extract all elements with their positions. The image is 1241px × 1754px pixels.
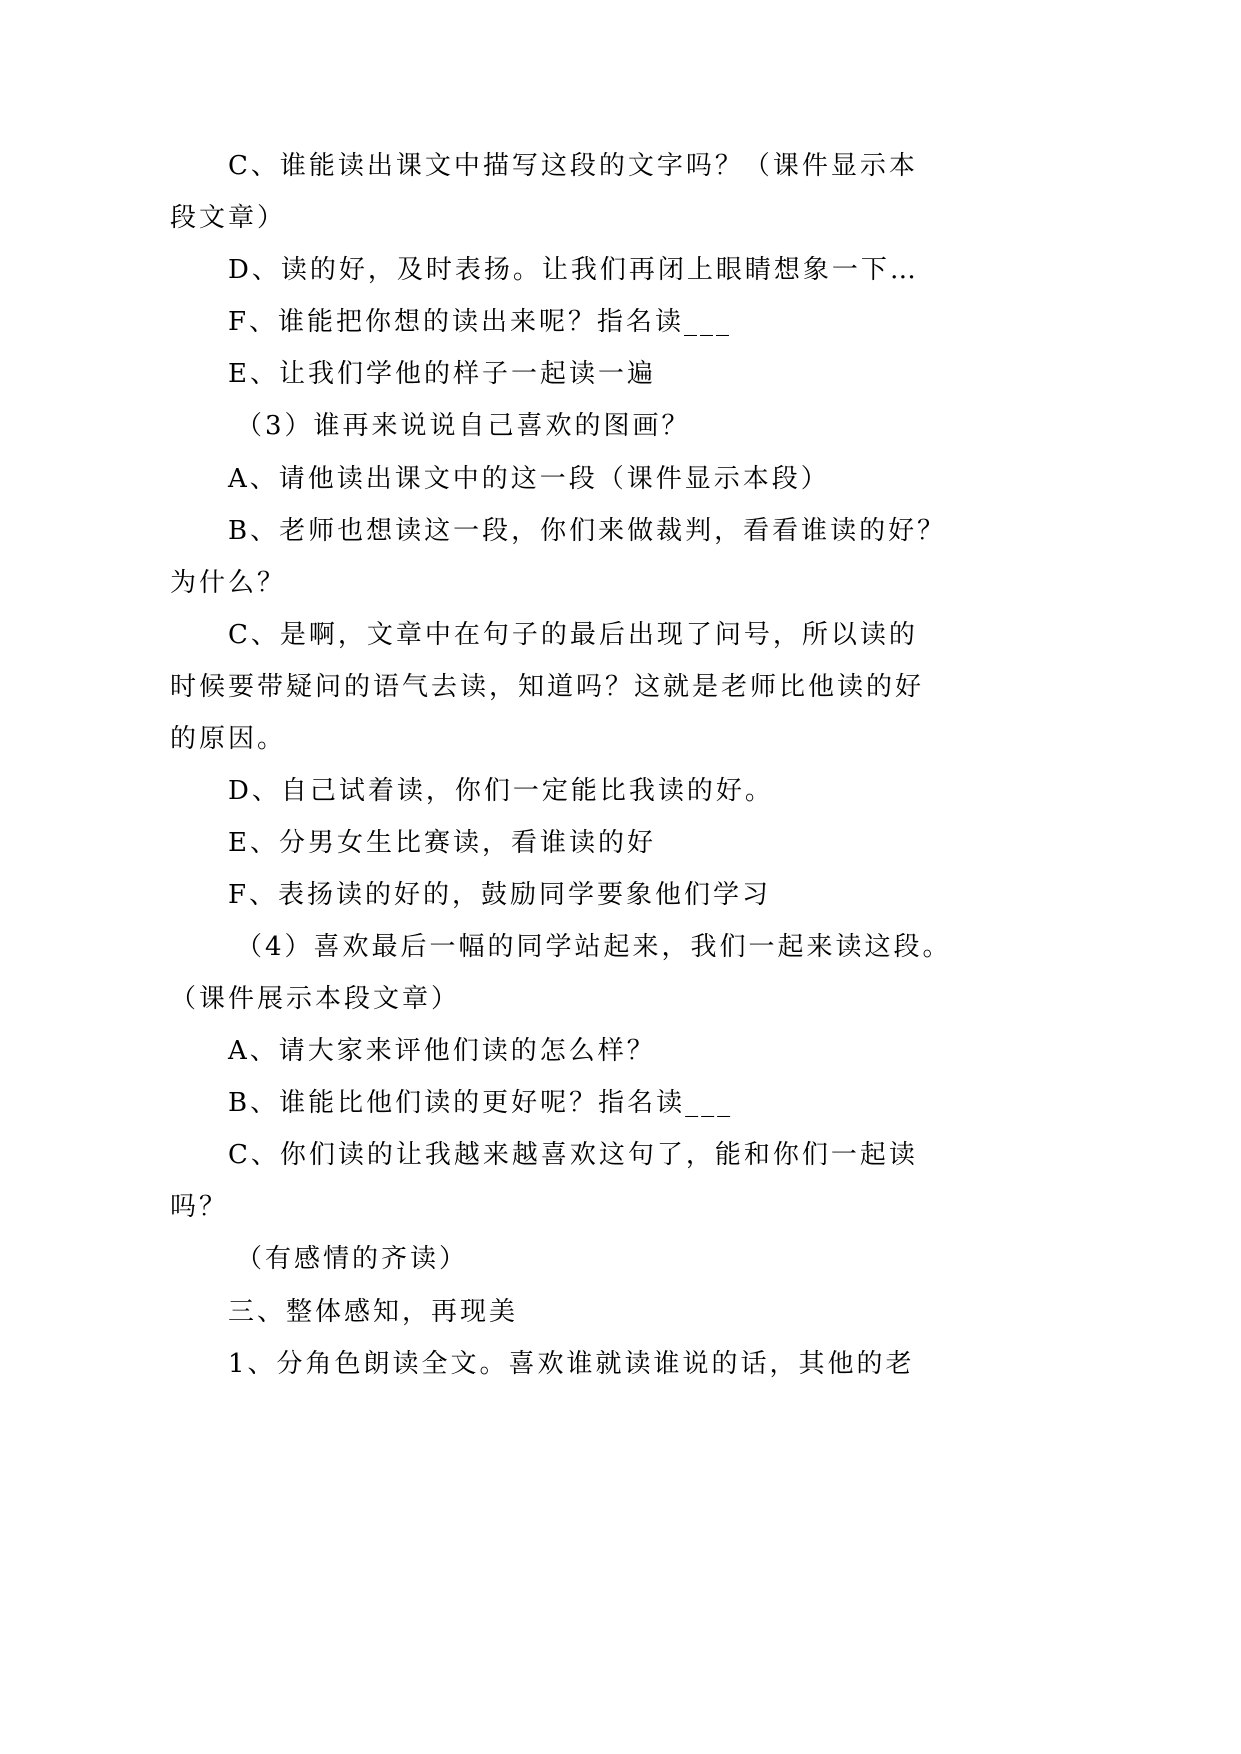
text-line: （4）喜欢最后一幅的同学站起来，我们一起来读这段。 [236,932,952,962]
text-line: F、表扬读的好的，鼓励同学要象他们学习 [228,880,772,910]
text-line: A、请他读出课文中的这一段（课件显示本段） [228,464,830,494]
text-line: D、读的好，及时表扬。让我们再闭上眼睛想象一下… [228,255,919,285]
text-line: C、谁能读出课文中描写这段的文字吗？（课件显示本 [228,151,918,181]
text-line: C、你们读的让我越来越喜欢这句了，能和你们一起读 [228,1140,918,1170]
text-line: A、请大家来评他们读的怎么样？ [228,1036,656,1066]
text-line: B、谁能比他们读的更好呢？指名读___ [228,1088,734,1118]
text-line: 时候要带疑问的语气去读，知道吗？这就是老师比他读的好 [170,672,925,702]
text-line: 段文章） [170,203,287,233]
text-line: E、分男女生比赛读，看谁读的好 [228,828,656,858]
text-line: E、让我们学他的样子一起读一遍 [228,359,656,389]
text-line: F、谁能把你想的读出来呢？指名读___ [228,307,733,337]
text-line: 吗？ [170,1192,229,1222]
text-line: （课件展示本段文章） [170,984,461,1014]
text-line: 为什么？ [170,568,287,598]
text-line: 的原因。 [170,724,287,754]
text-line: （3）谁再来说说自己喜欢的图画？ [236,411,691,441]
text-line: D、自己试着读，你们一定能比我读的好。 [228,776,774,806]
text-line: 1、分角色朗读全文。喜欢谁就读谁说的话，其他的老 [228,1349,915,1379]
text-line: 三、整体感知，再现美 [228,1297,519,1327]
text-line: C、是啊，文章中在句子的最后出现了问号，所以读的 [228,620,918,650]
text-line: （有感情的齐读） [236,1244,469,1274]
text-line: B、老师也想读这一段，你们来做裁判，看看谁读的好？ [228,516,947,546]
